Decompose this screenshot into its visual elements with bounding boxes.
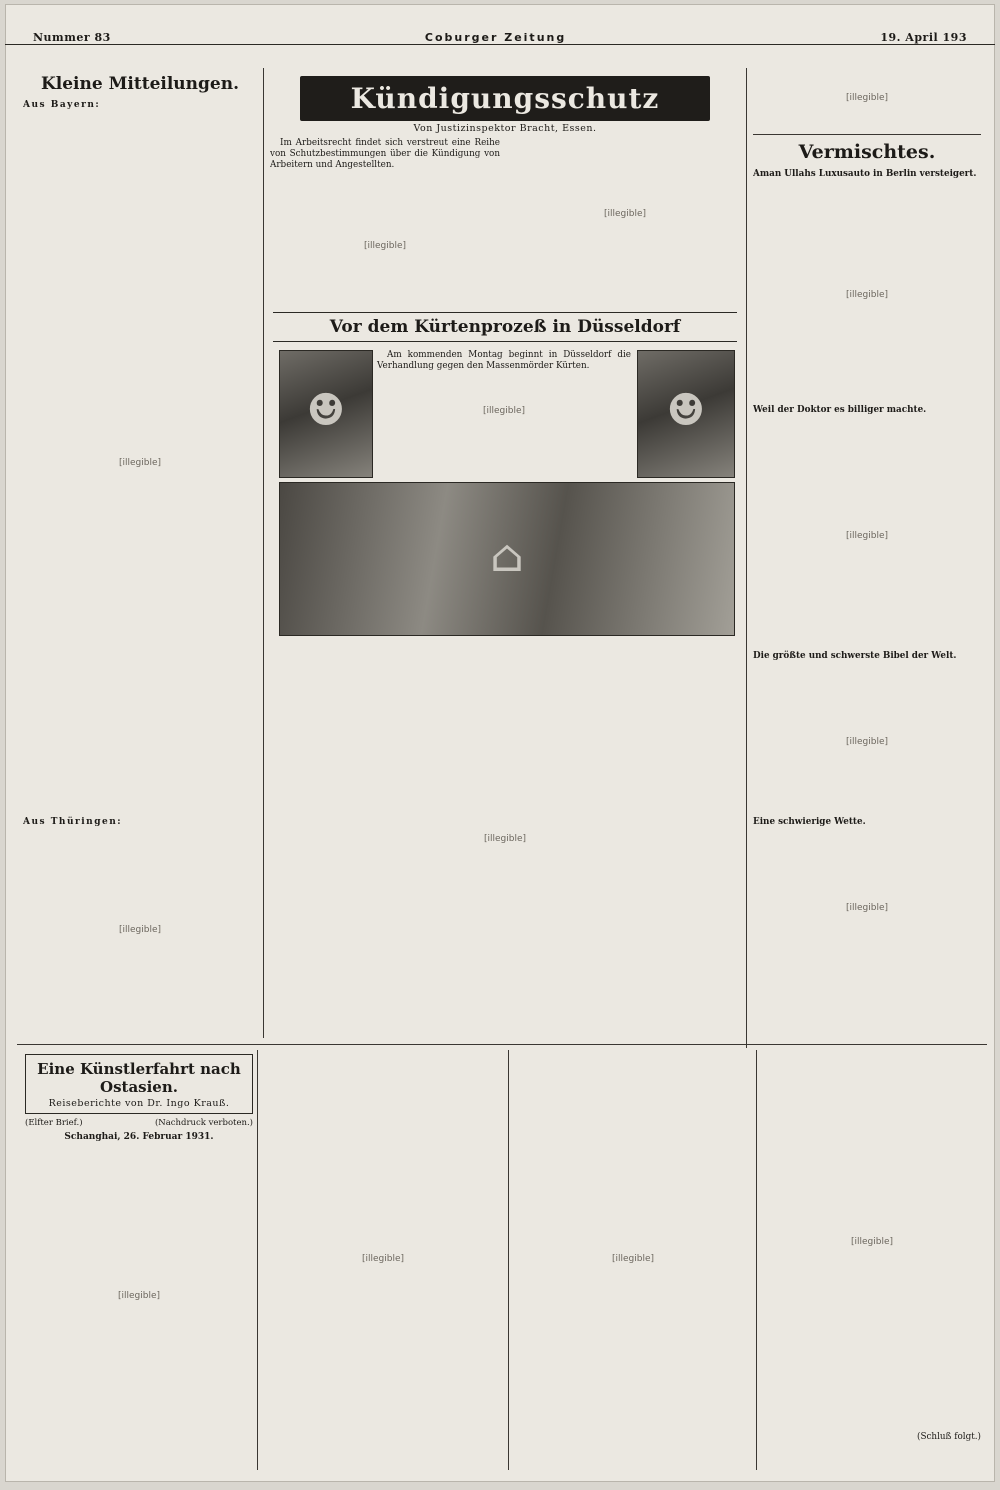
travel-article-col4 <box>763 1054 981 1474</box>
news-item-lead <box>753 169 981 180</box>
paper-name: Coburger Zeitung <box>424 31 567 44</box>
article-byline: Von Justizinspektor Bracht, Essen. <box>413 123 597 134</box>
newspaper-page <box>5 4 995 1482</box>
illegible-text: [illegible] <box>845 93 889 103</box>
masthead <box>5 28 995 45</box>
travel-title: Eine Künstlerfahrt nach Ostasien. <box>37 1060 241 1096</box>
illegible-text: [illegible] <box>482 405 526 416</box>
news-item-headline: Die größte und schwerste Bibel der Welt. <box>753 651 957 662</box>
news-item-headline: Weil der Doktor es billiger machte. <box>753 405 927 416</box>
illegible-text: [illegible] <box>118 925 162 935</box>
portrait-icon: ☻ <box>666 385 706 436</box>
illegible-text: [illegible] <box>361 1254 405 1264</box>
column-rule <box>756 1050 757 1470</box>
news-item-lead <box>753 405 981 416</box>
vermischtes-column <box>753 68 981 1043</box>
travel-dateline: Schanghai, 26. Februar 1931. <box>64 1132 214 1142</box>
kuendigungsschutz-article <box>270 68 740 304</box>
illegible-text: [illegible] <box>845 737 889 748</box>
article-columns <box>270 138 740 304</box>
illegible-text: [illegible] <box>845 531 889 542</box>
illegible-text: [illegible] <box>363 241 407 252</box>
travel-letter-number: (Elfter Brief.) <box>25 1118 83 1128</box>
illegible-text: [illegible] <box>483 834 527 844</box>
news-item-headline: Eine schwierige Wette. <box>753 817 866 828</box>
illegible-text: [illegible] <box>845 290 889 301</box>
issue-number: Nummer 83 <box>33 31 111 44</box>
travel-meta <box>25 1118 253 1128</box>
section-title: Vermischtes. <box>798 141 936 163</box>
region-label-thuringia: Aus Thüringen: <box>23 817 123 827</box>
article-column-2 <box>510 138 740 304</box>
column-rule <box>746 68 747 1048</box>
news-item-headline: Aman Ullahs Luxusauto in Berlin versteigert. <box>753 169 977 179</box>
article-column-1 <box>270 138 500 304</box>
news-item-lead <box>753 817 981 828</box>
section-title: Kleine Mitteilungen. <box>40 74 239 94</box>
portrait-photo-right <box>637 350 735 478</box>
travel-rights: (Nachdruck verboten.) <box>154 1118 253 1128</box>
column-rule <box>263 68 264 1038</box>
house-icon: ⌂ <box>490 531 524 582</box>
section-rule <box>17 1044 987 1045</box>
illegible-text: [illegible] <box>845 903 889 914</box>
travel-article-col1 <box>25 1054 253 1474</box>
crime-scene-photo <box>279 482 735 636</box>
portrait-photo-left <box>279 350 373 478</box>
column-rule <box>257 1050 258 1470</box>
article-title: Kündigungsschutz <box>350 82 660 115</box>
article-lead: Im Arbeitsrecht findet sich verstreut eine Reihe von Schutzbestimmungen über die Kündigung von Arbeitern und Angestellten. <box>270 138 500 171</box>
portrait-icon: ☻ <box>306 385 346 436</box>
region-label-bavaria: Aus Bayern: <box>23 100 101 110</box>
illegible-text: [illegible] <box>850 1237 894 1247</box>
kleine-mitteilungen <box>23 74 257 1039</box>
illegible-text: [illegible] <box>118 458 162 468</box>
column-rule <box>508 1050 509 1470</box>
kuerten-caption <box>377 350 631 476</box>
news-item-lead <box>753 651 981 662</box>
travel-subtitle: Reiseberichte von Dr. Ingo Krauß. <box>48 1098 230 1109</box>
kuerten-title: Vor dem Kürtenprozeß in Düsseldorf <box>273 312 737 342</box>
article-title-banner <box>300 76 710 121</box>
illegible-text: [illegible] <box>603 209 647 219</box>
illegible-text: [illegible] <box>611 1254 655 1264</box>
issue-date: 19. April 193 <box>880 31 967 44</box>
section-rule <box>753 134 981 135</box>
travel-title-box <box>25 1054 253 1114</box>
kuerten-caption-lead: Am kommenden Montag beginnt in Düsseldorf die Verhandlung gegen den Massenmörder Kürten. <box>377 350 631 372</box>
continued-note: (Schluß folgt.) <box>917 1432 981 1442</box>
illegible-text: [illegible] <box>117 1291 161 1301</box>
